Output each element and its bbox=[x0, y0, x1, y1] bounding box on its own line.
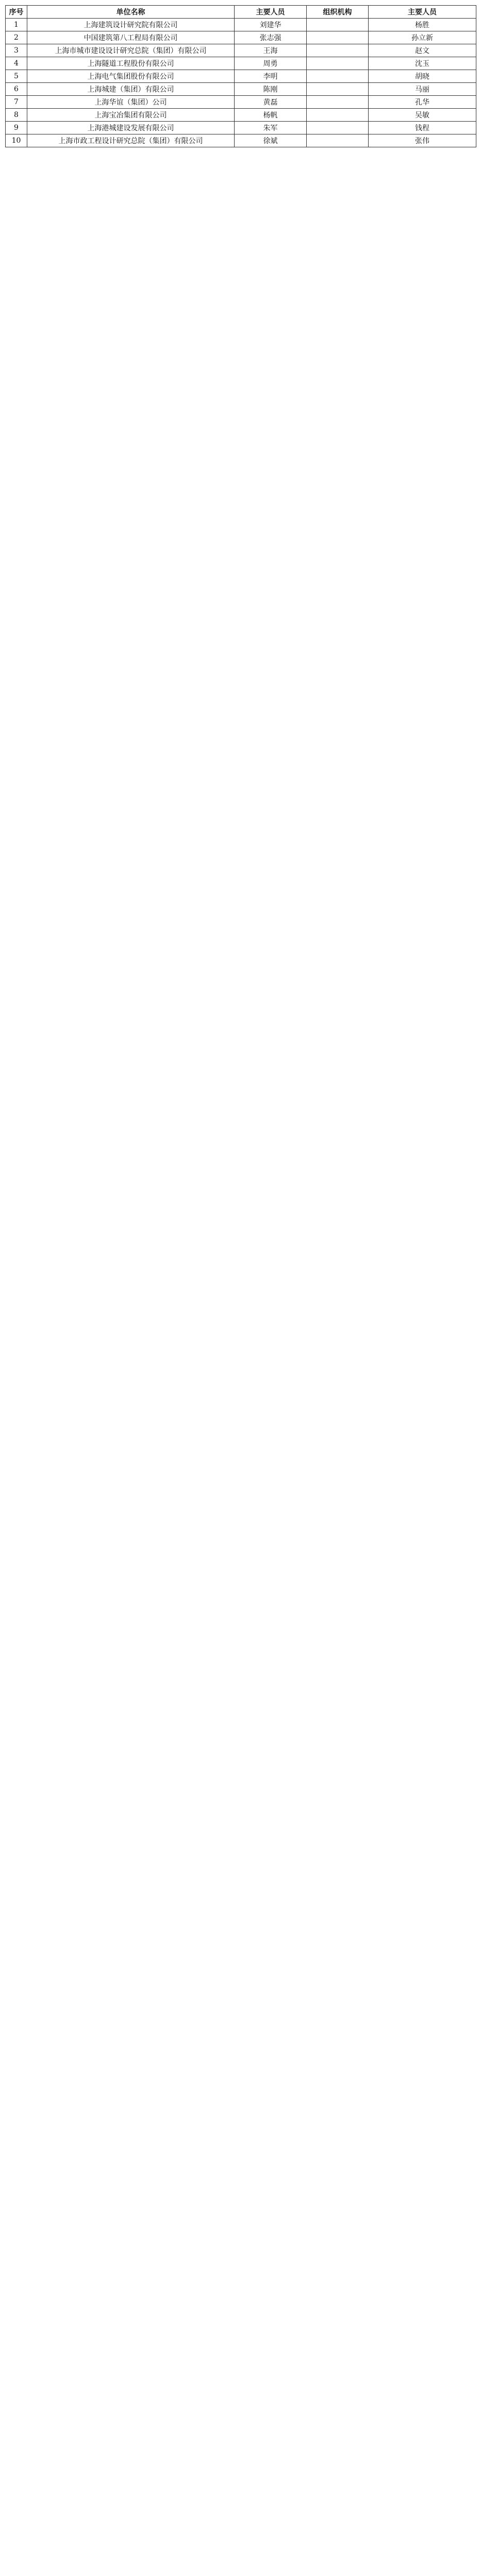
row-unit-name: 上海建筑设计研究院有限公司 bbox=[27, 19, 235, 31]
row-person-a: 朱军 bbox=[235, 122, 307, 134]
col-header-person-a: 主要人员 bbox=[235, 6, 307, 19]
row-person-a: 王海 bbox=[235, 44, 307, 57]
header-row bbox=[6, 6, 476, 19]
row-org bbox=[307, 83, 369, 96]
row-person-a: 黄磊 bbox=[235, 96, 307, 109]
row-index: 2 bbox=[6, 31, 27, 44]
row-unit-name: 上海市政工程设计研究总院（集团）有限公司 bbox=[27, 134, 235, 147]
table-row bbox=[6, 83, 476, 96]
row-person-b: 张伟 bbox=[369, 134, 476, 147]
data-table bbox=[5, 5, 476, 147]
row-org bbox=[307, 96, 369, 109]
row-index: 5 bbox=[6, 70, 27, 83]
table-row bbox=[6, 122, 476, 134]
row-index: 1 bbox=[6, 19, 27, 31]
row-unit-name: 上海城建（集团）有限公司 bbox=[27, 83, 235, 96]
row-person-b: 孔华 bbox=[369, 96, 476, 109]
row-org bbox=[307, 31, 369, 44]
row-person-a: 徐斌 bbox=[235, 134, 307, 147]
row-person-a: 张志强 bbox=[235, 31, 307, 44]
row-unit-name: 上海港城建设发展有限公司 bbox=[27, 122, 235, 134]
row-person-b: 马丽 bbox=[369, 83, 476, 96]
row-org bbox=[307, 57, 369, 70]
table-row bbox=[6, 44, 476, 57]
col-header-unit: 单位名称 bbox=[27, 6, 235, 19]
row-index: 7 bbox=[6, 96, 27, 109]
row-unit-name: 上海市城市建设设计研究总院（集团）有限公司 bbox=[27, 44, 235, 57]
row-index: 3 bbox=[6, 44, 27, 57]
table-row bbox=[6, 134, 476, 147]
row-person-a: 杨帆 bbox=[235, 109, 307, 122]
row-unit-name: 上海华谊（集团）公司 bbox=[27, 96, 235, 109]
row-index: 8 bbox=[6, 109, 27, 122]
table-row bbox=[6, 31, 476, 44]
row-unit-name: 上海宝冶集团有限公司 bbox=[27, 109, 235, 122]
col-header-person-b: 主要人员 bbox=[369, 6, 476, 19]
row-unit-name: 中国建筑第八工程局有限公司 bbox=[27, 31, 235, 44]
table-body bbox=[6, 19, 476, 147]
row-person-b: 孙立新 bbox=[369, 31, 476, 44]
table-header bbox=[6, 6, 476, 19]
row-person-b: 沈玉 bbox=[369, 57, 476, 70]
row-org bbox=[307, 122, 369, 134]
row-person-a: 刘建华 bbox=[235, 19, 307, 31]
table-row bbox=[6, 96, 476, 109]
row-person-b: 胡晓 bbox=[369, 70, 476, 83]
row-org bbox=[307, 109, 369, 122]
row-index: 10 bbox=[6, 134, 27, 147]
row-index: 4 bbox=[6, 57, 27, 70]
row-person-a: 周勇 bbox=[235, 57, 307, 70]
table-row bbox=[6, 19, 476, 31]
row-unit-name: 上海隧道工程股份有限公司 bbox=[27, 57, 235, 70]
row-person-a: 陈刚 bbox=[235, 83, 307, 96]
row-person-a: 李明 bbox=[235, 70, 307, 83]
row-person-b: 吴敏 bbox=[369, 109, 476, 122]
table-row bbox=[6, 57, 476, 70]
row-org bbox=[307, 44, 369, 57]
document-page bbox=[0, 5, 481, 2576]
row-person-b: 杨胜 bbox=[369, 19, 476, 31]
row-org bbox=[307, 134, 369, 147]
col-header-org: 组织机构 bbox=[307, 6, 369, 19]
col-header-index: 序号 bbox=[6, 6, 27, 19]
row-index: 6 bbox=[6, 83, 27, 96]
row-person-b: 钱程 bbox=[369, 122, 476, 134]
row-org bbox=[307, 70, 369, 83]
table-row bbox=[6, 70, 476, 83]
row-index: 9 bbox=[6, 122, 27, 134]
row-unit-name: 上海电气集团股份有限公司 bbox=[27, 70, 235, 83]
table-row bbox=[6, 109, 476, 122]
row-org bbox=[307, 19, 369, 31]
row-person-b: 赵文 bbox=[369, 44, 476, 57]
